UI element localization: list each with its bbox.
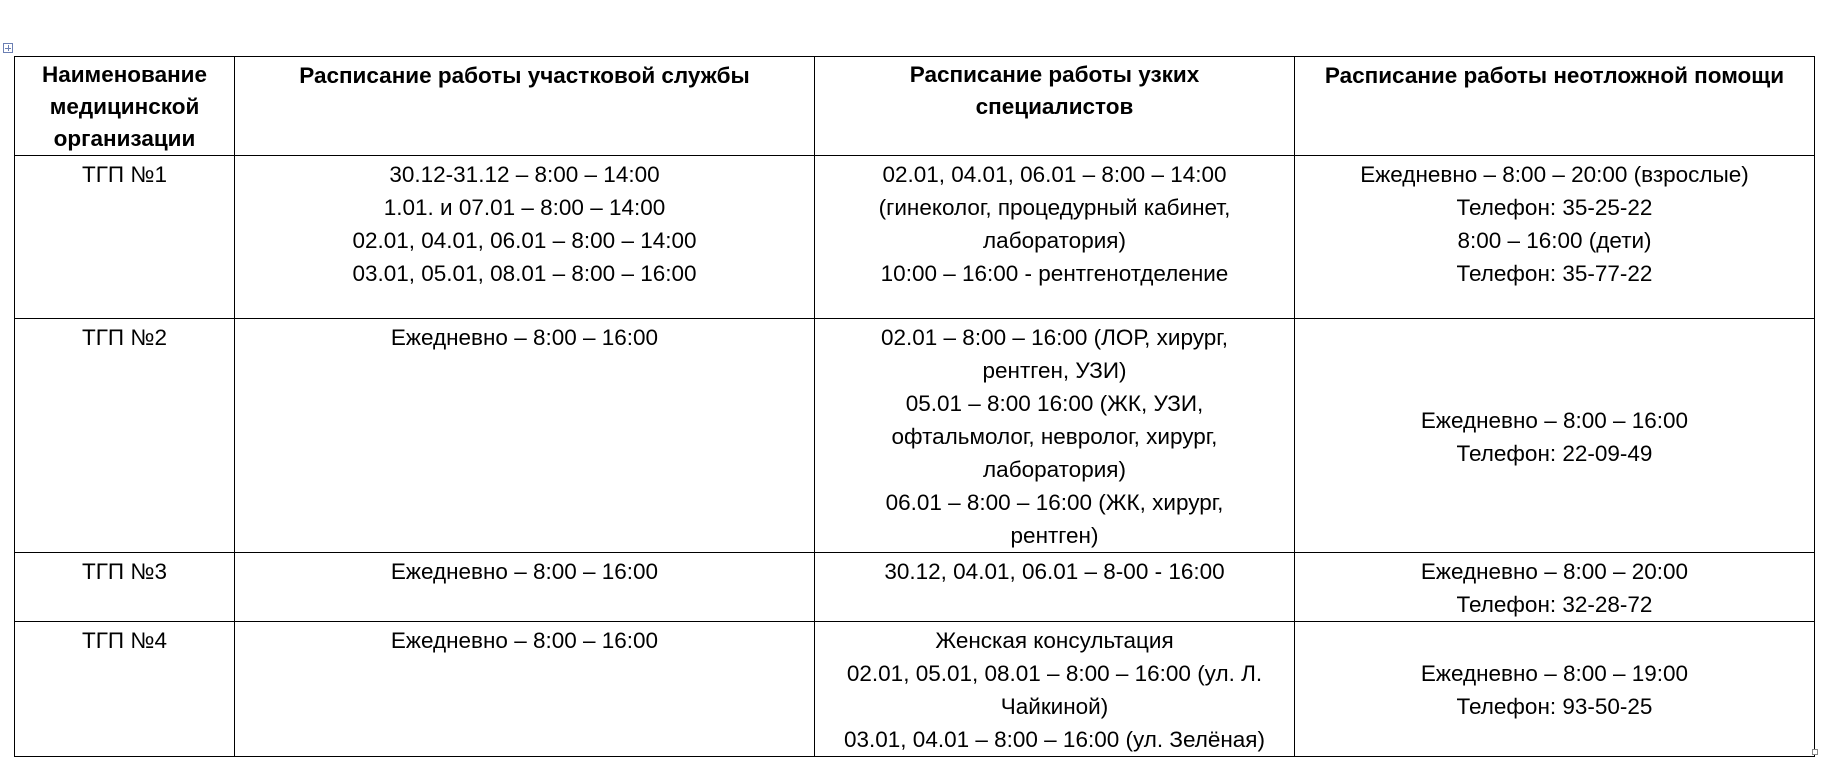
emergency-line: 8:00 – 16:00 (дети) bbox=[1457, 228, 1652, 253]
org-cell bbox=[15, 622, 235, 757]
org-name: ТГП №4 bbox=[81, 628, 167, 653]
specialists-line: рентген, УЗИ) bbox=[982, 358, 1127, 383]
district-cell bbox=[235, 553, 815, 622]
district-cell bbox=[235, 622, 815, 757]
emergency-line: Ежедневно – 8:00 – 20:00 (взрослые) bbox=[1360, 162, 1749, 187]
emergency-line: Телефон: 93-50-25 bbox=[1456, 694, 1653, 719]
table-row bbox=[15, 319, 1815, 553]
header-district-service-label: Расписание работы участковой службы bbox=[299, 63, 750, 88]
specialists-line: 03.01, 04.01 – 8:00 – 16:00 (ул. Зелёная) bbox=[844, 727, 1265, 752]
org-cell bbox=[15, 553, 235, 622]
emergency-cell bbox=[1295, 622, 1815, 757]
specialists-line: рентген) bbox=[1010, 523, 1099, 548]
header-organization-label: Наименование медицинской организации bbox=[41, 62, 208, 151]
header-specialists bbox=[815, 57, 1295, 156]
specialists-line: лаборатория) bbox=[983, 457, 1126, 482]
table-resize-handle-icon[interactable] bbox=[1812, 749, 1818, 755]
specialists-line: 02.01 – 8:00 – 16:00 (ЛОР, хирург, bbox=[880, 325, 1228, 350]
org-name: ТГП №3 bbox=[81, 559, 167, 584]
specialists-cell bbox=[815, 156, 1295, 319]
district-line: Ежедневно – 8:00 – 16:00 bbox=[390, 628, 659, 653]
district-line: 03.01, 05.01, 08.01 – 8:00 – 16:00 bbox=[352, 261, 697, 286]
district-cell bbox=[235, 319, 815, 553]
header-district-service bbox=[235, 57, 815, 156]
district-line: 02.01, 04.01, 06.01 – 8:00 – 14:00 bbox=[352, 228, 697, 253]
specialists-cell bbox=[815, 553, 1295, 622]
specialists-line: лаборатория) bbox=[983, 228, 1126, 253]
table-row bbox=[15, 156, 1815, 319]
emergency-line: Ежедневно – 8:00 – 20:00 bbox=[1420, 559, 1689, 584]
specialists-line: 10:00 – 16:00 - рентгенотделение bbox=[880, 261, 1229, 286]
org-name: ТГП №2 bbox=[81, 325, 167, 350]
table-header-row bbox=[15, 57, 1815, 156]
district-line: 1.01. и 07.01 – 8:00 – 14:00 bbox=[383, 195, 666, 220]
schedule-table bbox=[14, 56, 1815, 757]
specialists-line: 30.12, 04.01, 06.01 – 8-00 - 16:00 bbox=[884, 559, 1225, 584]
district-cell bbox=[235, 156, 815, 319]
specialists-line: Женская консультация bbox=[935, 628, 1174, 653]
emergency-line: Телефон: 32-28-72 bbox=[1456, 592, 1653, 617]
specialists-line: офтальмолог, невролог, хирург, bbox=[891, 424, 1218, 449]
emergency-cell bbox=[1295, 553, 1815, 622]
table-row bbox=[15, 622, 1815, 757]
header-emergency bbox=[1295, 57, 1815, 156]
table-move-handle-icon[interactable] bbox=[3, 43, 13, 53]
emergency-line: Телефон: 35-77-22 bbox=[1456, 261, 1653, 286]
emergency-cell bbox=[1295, 319, 1815, 553]
specialists-line: Чайкиной) bbox=[1000, 694, 1109, 719]
district-line: 30.12-31.12 – 8:00 – 14:00 bbox=[389, 162, 660, 187]
table-row bbox=[15, 553, 1815, 622]
emergency-line: Телефон: 35-25-22 bbox=[1456, 195, 1653, 220]
emergency-line: Ежедневно – 8:00 – 16:00 bbox=[1420, 407, 1689, 433]
header-specialists-label: Расписание работы узких специалистов bbox=[909, 62, 1200, 119]
specialists-line: 05.01 – 8:00 16:00 (ЖК, УЗИ, bbox=[905, 391, 1204, 416]
org-cell bbox=[15, 319, 235, 553]
specialists-line: (гинеколог, процедурный кабинет, bbox=[878, 195, 1231, 220]
district-line: Ежедневно – 8:00 – 16:00 bbox=[390, 559, 659, 584]
header-organization bbox=[15, 57, 235, 156]
emergency-cell bbox=[1295, 156, 1815, 319]
header-emergency-label: Расписание работы неотложной помощи bbox=[1324, 63, 1785, 88]
org-name: ТГП №1 bbox=[81, 162, 167, 187]
emergency-line: Телефон: 22-09-49 bbox=[1456, 440, 1653, 466]
emergency-line: Ежедневно – 8:00 – 19:00 bbox=[1420, 661, 1689, 686]
specialists-cell bbox=[815, 319, 1295, 553]
specialists-cell bbox=[815, 622, 1295, 757]
org-cell bbox=[15, 156, 235, 319]
district-line: Ежедневно – 8:00 – 16:00 bbox=[390, 325, 659, 350]
specialists-line: 02.01, 04.01, 06.01 – 8:00 – 14:00 bbox=[882, 162, 1227, 187]
specialists-line: 02.01, 05.01, 08.01 – 8:00 – 16:00 (ул. Л. bbox=[846, 661, 1263, 686]
specialists-line: 06.01 – 8:00 – 16:00 (ЖК, хирург, bbox=[885, 490, 1224, 515]
